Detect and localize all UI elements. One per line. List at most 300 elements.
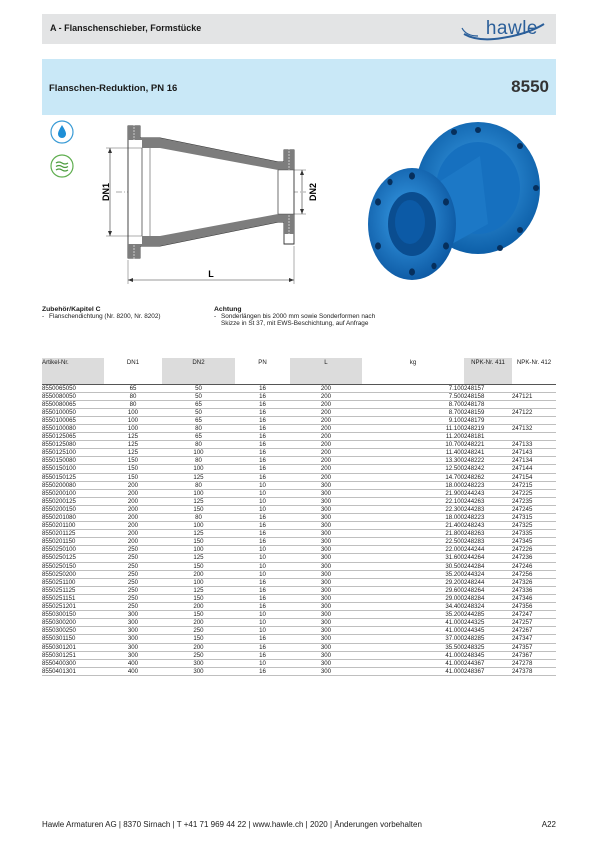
kg-cell: 21.900 <box>445 489 464 497</box>
kg-cell: 8.700 <box>448 400 464 408</box>
l-cell: 200 <box>320 473 332 481</box>
col-header-npk411: NPK-Nr. 411 <box>464 358 512 384</box>
dn1-cell: 150 <box>127 457 139 465</box>
table-row <box>42 530 556 538</box>
dn2-cell: 100 <box>193 465 204 473</box>
npk412-cell <box>512 384 556 392</box>
pn-cell: 16 <box>259 578 266 586</box>
dn1-cell: 250 <box>127 570 139 578</box>
dn2-cell: 200 <box>193 643 204 651</box>
npk411-cell: 248367 <box>464 667 485 675</box>
npk411-cell: 248181 <box>464 433 485 441</box>
l-cell: 300 <box>320 651 332 659</box>
table-row <box>42 441 556 449</box>
dn1-cell: 250 <box>127 586 139 594</box>
dn1-cell: 200 <box>127 514 139 521</box>
dn2-cell: 80 <box>195 481 202 489</box>
kg-cell: 21.800 <box>445 530 464 538</box>
l-cell: 300 <box>320 578 332 586</box>
dn2-cell: 150 <box>193 505 204 513</box>
kg-cell: 18.000 <box>445 514 464 521</box>
kg-cell: 41.000 <box>445 659 464 667</box>
l-cell: 300 <box>320 522 332 530</box>
pn-cell: 10 <box>259 481 266 489</box>
npk412-cell: 247122 <box>512 408 533 416</box>
npk411-cell: 244367 <box>464 659 485 667</box>
dn2-cell: 200 <box>193 570 204 578</box>
dn2-cell: 100 <box>193 489 204 497</box>
table-row <box>42 408 556 416</box>
pn-cell: 10 <box>259 546 266 554</box>
kg-cell: 11.400 <box>445 449 464 457</box>
dn1-cell: 150 <box>127 465 139 473</box>
article-table <box>42 358 556 676</box>
dn2-cell: 250 <box>193 651 204 659</box>
kg-cell: 22.000 <box>445 546 464 554</box>
npk411-cell: 248222 <box>464 457 485 465</box>
section-title: A - Flanschenschieber, Formstücke <box>50 23 202 33</box>
table-row <box>42 667 556 675</box>
pn-cell: 16 <box>259 441 266 449</box>
npk411-cell: 248284 <box>464 594 485 602</box>
pn-cell: 16 <box>259 594 266 602</box>
article-number-cell: 8550200100 <box>42 489 76 497</box>
waves-icon <box>50 154 74 178</box>
l-cell: 300 <box>320 627 332 635</box>
water-drop-icon <box>50 120 74 144</box>
npk411-cell: 244325 <box>464 619 485 627</box>
table-header-row <box>42 358 556 384</box>
npk411-cell: 248264 <box>464 586 485 594</box>
pn-cell: 16 <box>259 586 266 594</box>
pn-cell: 16 <box>259 424 266 432</box>
table-row <box>42 611 556 619</box>
table-row <box>42 514 556 522</box>
dn2-cell: 80 <box>195 514 202 521</box>
table-row <box>42 449 556 457</box>
dn1-cell: 200 <box>127 538 139 546</box>
pn-cell: 16 <box>259 384 266 392</box>
npk411-cell: 248345 <box>464 651 485 659</box>
npk411-cell: 244244 <box>464 546 485 554</box>
npk412-cell: 247154 <box>512 473 533 481</box>
dn2-cell: 150 <box>193 635 204 643</box>
pn-cell: 16 <box>259 522 266 530</box>
col-header-npk412: NPK-Nr. 412 <box>516 359 552 366</box>
table-row <box>42 424 556 432</box>
table-row <box>42 522 556 530</box>
pn-cell: 10 <box>259 497 266 505</box>
table-row <box>42 416 556 424</box>
kg-cell: 37.000 <box>445 635 464 643</box>
dn1-cell: 125 <box>127 433 139 441</box>
dn2-label: DN2 <box>308 182 318 202</box>
kg-cell: 41.000 <box>445 619 464 627</box>
l-cell: 200 <box>320 408 332 416</box>
dn1-cell: 300 <box>127 619 139 627</box>
pn-cell: 16 <box>259 416 266 424</box>
dn1-cell: 200 <box>127 505 139 513</box>
npk411-cell: 244284 <box>464 562 485 570</box>
l-cell: 300 <box>320 659 332 667</box>
l-cell: 200 <box>320 400 332 408</box>
kg-cell: 7.500 <box>448 392 464 400</box>
dn2-cell: 65 <box>195 433 202 441</box>
npk411-cell: 248241 <box>464 449 485 457</box>
npk411-cell: 248223 <box>464 514 485 521</box>
table-row <box>42 643 556 651</box>
article-number-cell: 8550065050 <box>42 384 76 392</box>
pn-cell: 10 <box>259 489 266 497</box>
dn2-cell: 150 <box>193 538 204 546</box>
npk411-cell: 248263 <box>464 530 485 538</box>
npk412-cell <box>512 416 556 424</box>
table-row <box>42 570 556 578</box>
npk412-cell: 247346 <box>512 594 533 602</box>
dn1-cell: 250 <box>127 562 139 570</box>
dn2-cell: 50 <box>195 392 202 400</box>
article-number-cell: 8550250200 <box>42 570 76 578</box>
npk412-cell: 247335 <box>512 530 533 538</box>
kg-cell: 12.500 <box>445 465 464 473</box>
dn2-cell: 50 <box>195 408 202 416</box>
l-cell: 300 <box>320 643 332 651</box>
npk411-cell: 244243 <box>464 489 485 497</box>
npk411-cell: 248223 <box>464 481 485 489</box>
l-cell: 300 <box>320 611 332 619</box>
kg-cell: 10.700 <box>445 441 464 449</box>
article-number-cell: 8550100065 <box>42 416 76 424</box>
npk412-cell: 247345 <box>512 538 533 546</box>
pn-cell: 16 <box>259 433 266 441</box>
article-number-cell: 8550250125 <box>42 554 76 562</box>
accessories-item: - Flanschendichtung (Nr. 8200, Nr. 8202) <box>42 313 202 320</box>
npk411-cell: 248219 <box>464 424 485 432</box>
l-cell: 300 <box>320 497 332 505</box>
dn2-cell: 125 <box>193 530 204 538</box>
l-cell: 300 <box>320 538 332 546</box>
table-row <box>42 627 556 635</box>
npk411-cell: 244263 <box>464 497 485 505</box>
header-bar <box>42 14 556 44</box>
l-cell: 300 <box>320 562 332 570</box>
kg-cell: 29.600 <box>445 586 464 594</box>
l-cell: 300 <box>320 530 332 538</box>
article-number-cell: 8550125100 <box>42 449 76 457</box>
npk412-cell: 247225 <box>512 489 533 497</box>
article-number-cell: 8550200150 <box>42 505 76 513</box>
kg-cell: 35.200 <box>445 570 464 578</box>
article-number-cell: 8550150080 <box>42 457 76 465</box>
kg-cell: 22.100 <box>445 497 464 505</box>
dn1-cell: 250 <box>127 554 139 562</box>
kg-cell: 21.400 <box>445 522 464 530</box>
table-row <box>42 594 556 602</box>
dn2-cell: 200 <box>193 619 204 627</box>
technical-drawing <box>88 118 338 288</box>
dn1-cell: 400 <box>127 659 139 667</box>
article-number-cell: 8550080065 <box>42 400 76 408</box>
table-row <box>42 505 556 513</box>
article-number-cell: 8550200125 <box>42 497 76 505</box>
dn2-cell: 65 <box>195 400 202 408</box>
pn-cell: 10 <box>259 611 266 619</box>
dn1-cell: 200 <box>127 481 139 489</box>
kg-cell: 22.500 <box>445 538 464 546</box>
dn1-cell: 250 <box>127 603 139 611</box>
kg-cell: 22.300 <box>445 505 464 513</box>
dn2-cell: 300 <box>193 659 204 667</box>
article-number-cell: 8550125080 <box>42 441 76 449</box>
npk411-cell: 248262 <box>464 473 485 481</box>
table-row <box>42 554 556 562</box>
l-cell: 200 <box>320 449 332 457</box>
pn-cell: 16 <box>259 514 266 521</box>
dn1-cell: 100 <box>127 416 139 424</box>
npk412-cell: 247235 <box>512 497 533 505</box>
npk412-cell: 247336 <box>512 586 533 594</box>
npk411-cell: 244324 <box>464 570 485 578</box>
dn1-cell: 80 <box>129 392 137 400</box>
dn2-cell: 150 <box>193 562 204 570</box>
table-row <box>42 433 556 441</box>
table-row <box>42 651 556 659</box>
l-cell: 300 <box>320 594 332 602</box>
l-cell: 200 <box>320 465 332 473</box>
l-cell: 300 <box>320 635 332 643</box>
col-header-dn2: DN2 <box>162 358 235 384</box>
pn-cell: 16 <box>259 643 266 651</box>
pn-cell: 16 <box>259 530 266 538</box>
article-number-cell: 8550201100 <box>42 522 76 530</box>
npk411-cell: 248242 <box>464 465 485 473</box>
dn2-cell: 125 <box>193 586 204 594</box>
article-number-cell: 8550100080 <box>42 424 76 432</box>
dn1-cell: 125 <box>127 441 139 449</box>
npk412-cell: 247246 <box>512 562 533 570</box>
dn1-cell: 200 <box>127 522 139 530</box>
table-row <box>42 465 556 473</box>
dn1-cell: 100 <box>127 408 139 416</box>
product-title: Flanschen-Reduktion, PN 16 <box>49 83 178 94</box>
pn-cell: 16 <box>259 667 266 675</box>
npk412-cell: 247134 <box>512 457 533 465</box>
article-number-cell: 8550250150 <box>42 562 76 570</box>
pn-cell: 10 <box>259 562 266 570</box>
l-cell: 200 <box>320 392 332 400</box>
npk411-cell: 248325 <box>464 643 485 651</box>
table-row <box>42 546 556 554</box>
table-row <box>42 578 556 586</box>
pn-cell: 10 <box>259 554 266 562</box>
pn-cell: 16 <box>259 651 266 659</box>
npk412-cell: 247245 <box>512 505 533 513</box>
col-header-kg: kg <box>409 359 417 366</box>
npk412-cell: 247315 <box>512 514 533 521</box>
dn2-cell: 100 <box>193 546 204 554</box>
kg-cell: 41.000 <box>445 627 464 635</box>
table-row <box>42 538 556 546</box>
npk412-cell: 247256 <box>512 570 533 578</box>
table-row <box>42 603 556 611</box>
dn1-cell: 80 <box>129 400 137 408</box>
npk411-cell: 248158 <box>464 392 485 400</box>
dn1-label: DN1 <box>101 182 111 202</box>
dn1-cell: 400 <box>127 667 139 675</box>
npk412-cell: 247132 <box>512 424 533 432</box>
article-number-cell: 8550401301 <box>42 667 76 675</box>
kg-cell: 11.100 <box>445 424 464 432</box>
article-number-cell: 8550251125 <box>42 586 76 594</box>
table-row <box>42 497 556 505</box>
attention-heading: Achtung <box>214 306 242 313</box>
table-row <box>42 586 556 594</box>
l-label: L <box>208 269 214 279</box>
kg-cell: 8.700 <box>448 408 464 416</box>
product-title-bar <box>42 59 556 115</box>
dn1-cell: 100 <box>127 424 139 432</box>
l-cell: 200 <box>320 416 332 424</box>
dn1-cell: 250 <box>127 546 139 554</box>
npk411-cell: 248283 <box>464 538 485 546</box>
npk411-cell: 248285 <box>464 635 485 643</box>
page-footer <box>42 820 556 829</box>
dn2-cell: 80 <box>195 441 202 449</box>
dn1-cell: 125 <box>127 449 139 457</box>
l-cell: 300 <box>320 586 332 594</box>
kg-cell: 31.600 <box>445 554 464 562</box>
dn2-cell: 125 <box>193 554 204 562</box>
pn-cell: 16 <box>259 538 266 546</box>
npk411-cell: 248178 <box>464 400 485 408</box>
table-row <box>42 481 556 489</box>
article-number-cell: 8550100050 <box>42 408 76 416</box>
pn-cell: 10 <box>259 505 266 513</box>
pn-cell: 10 <box>259 570 266 578</box>
dn1-cell: 300 <box>127 635 139 643</box>
article-number-cell: 8550251201 <box>42 603 76 611</box>
pn-cell: 16 <box>259 465 266 473</box>
dn2-cell: 150 <box>193 611 204 619</box>
article-number-cell: 8550201150 <box>42 538 76 546</box>
l-cell: 200 <box>320 384 332 392</box>
l-cell: 300 <box>320 570 332 578</box>
pn-cell: 16 <box>259 400 266 408</box>
article-number-cell: 8550251151 <box>42 594 76 602</box>
pn-cell: 16 <box>259 473 266 481</box>
kg-cell: 18.000 <box>445 481 464 489</box>
kg-cell: 9.100 <box>448 416 464 424</box>
npk412-cell: 247357 <box>512 643 533 651</box>
dn1-cell: 150 <box>127 473 139 481</box>
table-row <box>42 635 556 643</box>
npk411-cell: 244285 <box>464 611 485 619</box>
article-number-cell: 8550201125 <box>42 530 76 538</box>
l-cell: 300 <box>320 514 332 521</box>
article-number-cell: 8550150125 <box>42 473 76 481</box>
dn2-cell: 80 <box>195 424 202 432</box>
hawle-logo <box>458 16 548 42</box>
kg-cell: 35.200 <box>445 611 464 619</box>
l-cell: 300 <box>320 481 332 489</box>
kg-cell: 29.200 <box>445 578 464 586</box>
dn1-cell: 200 <box>127 489 139 497</box>
brand-name: hawle <box>485 18 538 39</box>
pn-cell: 10 <box>259 619 266 627</box>
dn2-cell: 125 <box>193 497 204 505</box>
npk412-cell: 247347 <box>512 635 533 643</box>
footer-text: Hawle Armaturen AG | 8370 Sirnach | T +41 71 969 44 22 | www.hawle.ch | 2020 | Änderungen vorbehalten <box>42 820 422 829</box>
npk411-cell: 248221 <box>464 441 485 449</box>
pn-cell: 16 <box>259 392 266 400</box>
table-row <box>42 392 556 400</box>
pn-cell: 16 <box>259 635 266 643</box>
article-number-cell: 8550200080 <box>42 481 76 489</box>
table-row <box>42 473 556 481</box>
dn2-cell: 125 <box>193 473 204 481</box>
dn1-cell: 200 <box>127 497 139 505</box>
dn1-cell: 300 <box>127 643 139 651</box>
accessories-note <box>42 306 202 320</box>
dn2-cell: 200 <box>193 603 204 611</box>
kg-cell: 11.200 <box>445 433 464 441</box>
npk412-cell: 247143 <box>512 449 533 457</box>
page-number: A22 <box>541 820 556 829</box>
kg-cell: 35.500 <box>445 643 464 651</box>
dn2-cell: 250 <box>193 627 204 635</box>
npk412-cell: 247236 <box>512 554 533 562</box>
kg-cell: 14.700 <box>445 473 464 481</box>
table-row <box>42 562 556 570</box>
l-cell: 200 <box>320 457 332 465</box>
npk412-cell: 247267 <box>512 627 533 635</box>
l-cell: 300 <box>320 619 332 627</box>
article-number-cell: 8550251100 <box>42 578 76 586</box>
table-row <box>42 457 556 465</box>
article-number-cell: 8550080050 <box>42 392 76 400</box>
dn1-cell: 300 <box>127 627 139 635</box>
article-number-cell: 8550301201 <box>42 643 76 651</box>
npk412-cell: 247257 <box>512 619 533 627</box>
l-cell: 200 <box>320 424 332 432</box>
npk411-cell: 248243 <box>464 522 485 530</box>
accessories-heading: Zubehör/Kapitel C <box>42 306 101 313</box>
table-row <box>42 489 556 497</box>
dn1-cell: 200 <box>127 530 139 538</box>
attention-item: - Sonderlängen bis 2000 mm sowie Sonderformen nach Skizze in St 37, mit EWS-Beschichtung, auf Anfrage <box>214 313 394 327</box>
l-cell: 300 <box>320 546 332 554</box>
pn-cell: 16 <box>259 408 266 416</box>
dn2-cell: 65 <box>195 416 202 424</box>
article-number-cell: 8550201080 <box>42 514 76 521</box>
l-cell: 300 <box>320 505 332 513</box>
l-cell: 300 <box>320 554 332 562</box>
col-header-dn1: DN1 <box>126 359 140 366</box>
npk412-cell: 247367 <box>512 651 533 659</box>
dn2-cell: 300 <box>193 667 204 675</box>
npk412-cell: 247325 <box>512 522 533 530</box>
l-cell: 300 <box>320 603 332 611</box>
npk412-cell: 247247 <box>512 611 533 619</box>
kg-cell: 30.500 <box>445 562 464 570</box>
pn-cell: 10 <box>259 659 266 667</box>
article-number-cell: 8550125065 <box>42 433 76 441</box>
attention-note <box>214 306 394 328</box>
npk411-cell: 248324 <box>464 603 485 611</box>
kg-cell: 34.400 <box>445 603 464 611</box>
pn-cell: 10 <box>259 627 266 635</box>
pn-cell: 16 <box>259 603 266 611</box>
